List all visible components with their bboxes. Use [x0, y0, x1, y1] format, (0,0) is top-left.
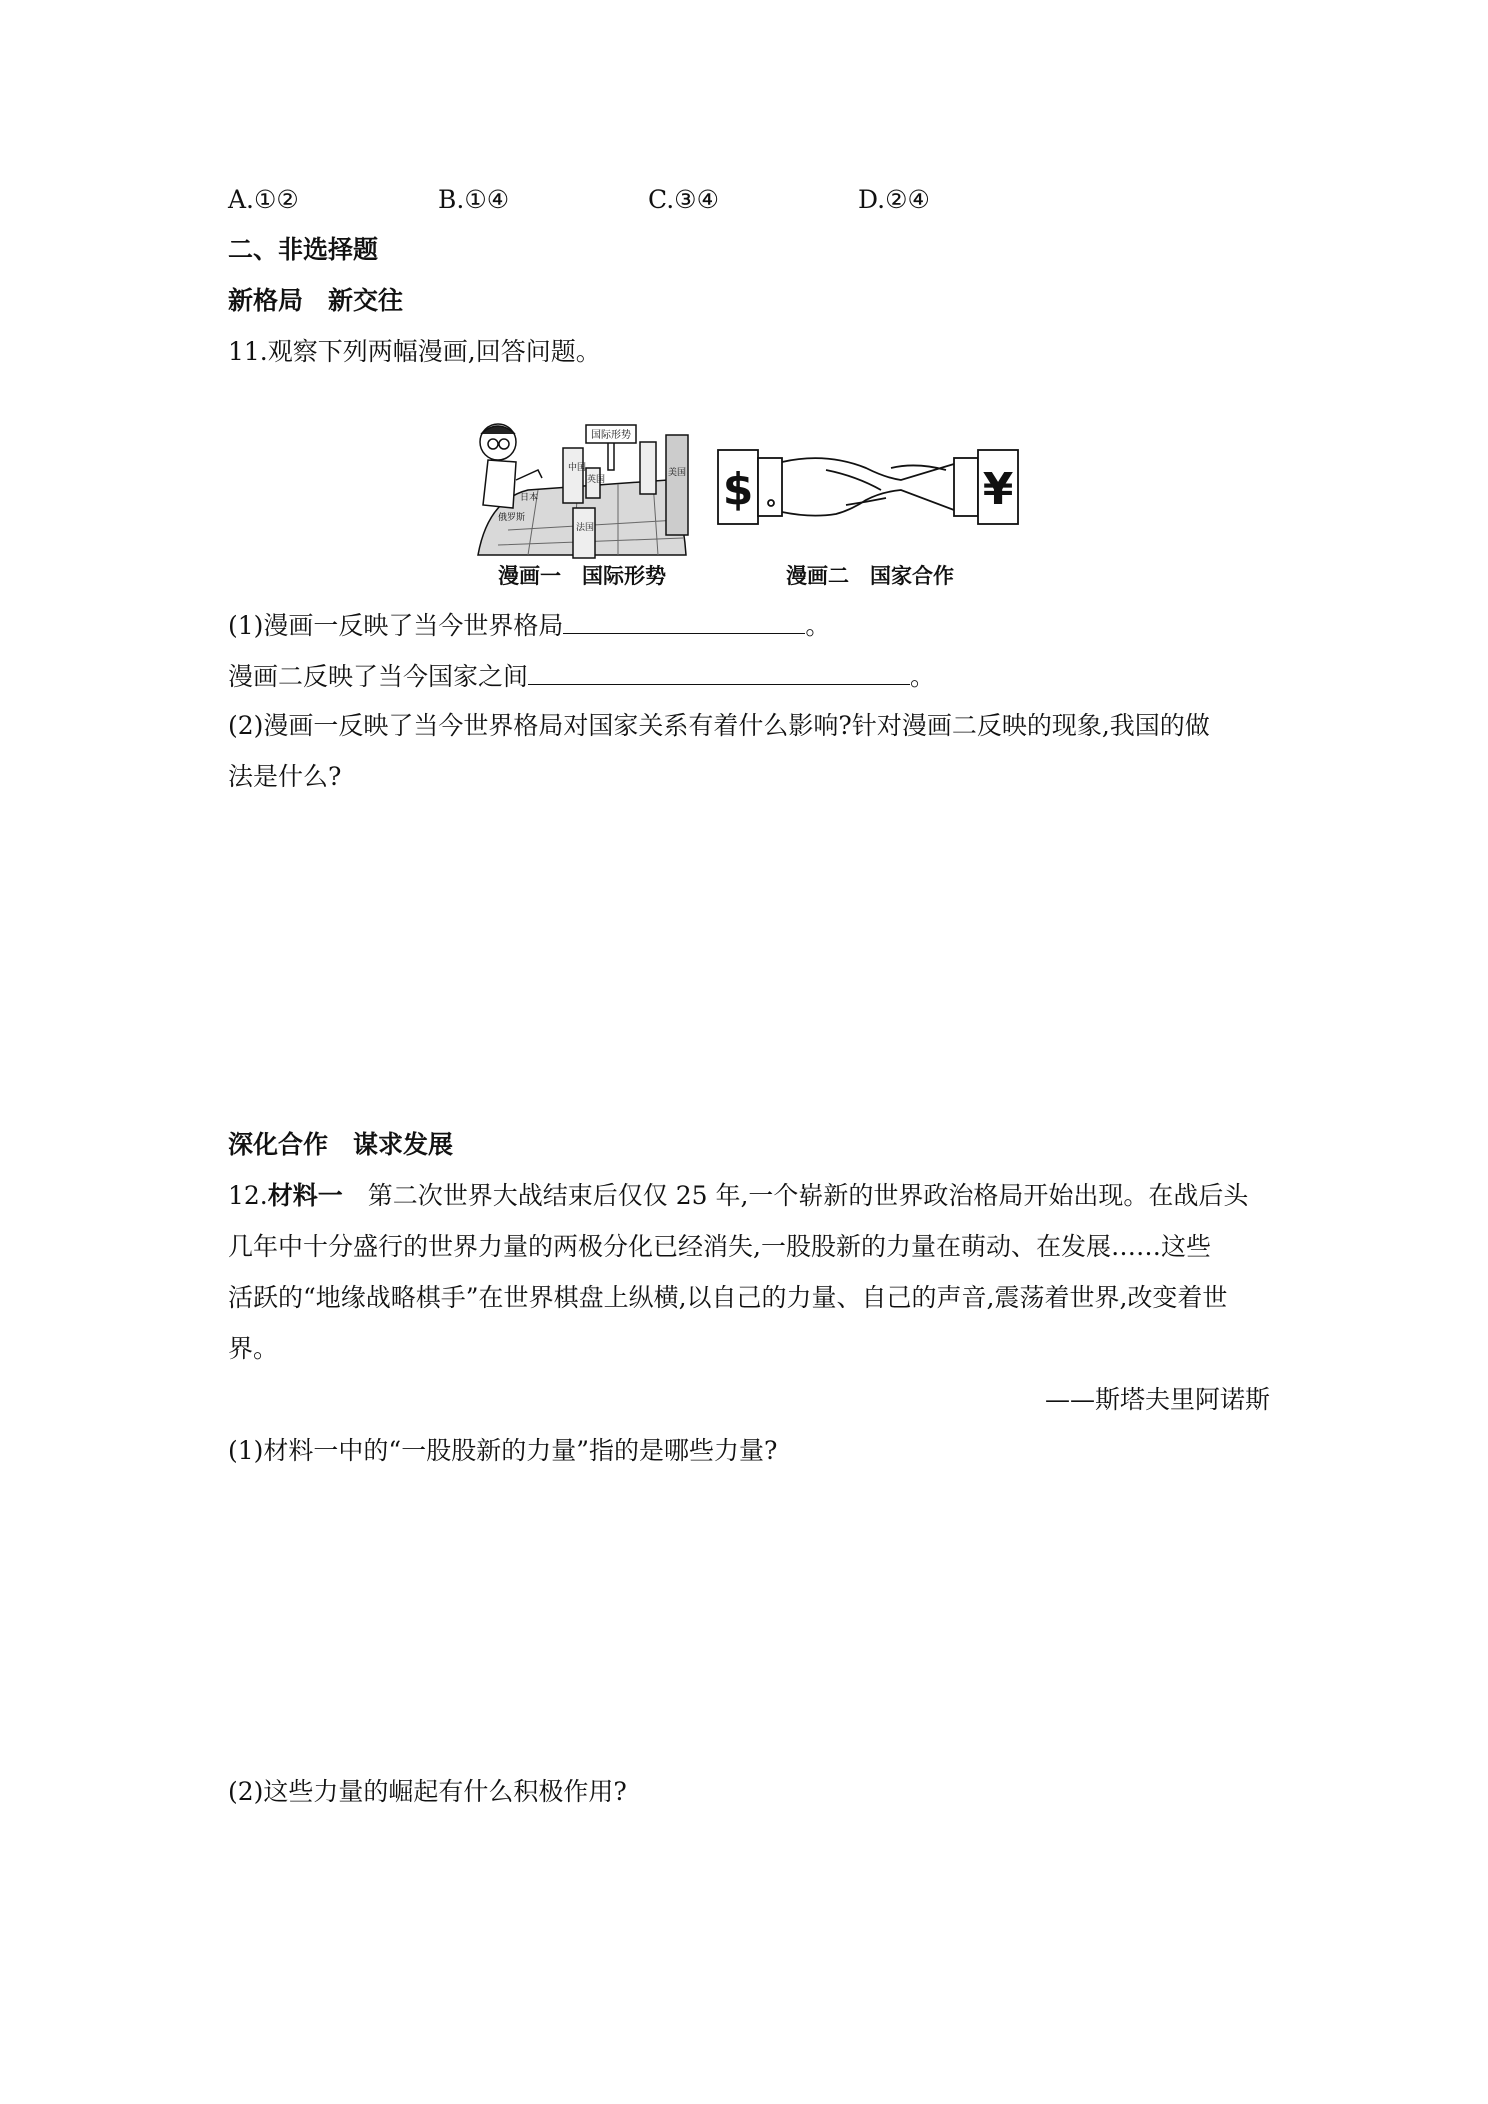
cartoon-1-sign: 国际形势 — [591, 430, 631, 441]
cartoon-1-block-label: 法国 — [576, 523, 595, 533]
option-a: A.①② — [228, 185, 299, 214]
question-11-part-1b: 漫画二反映了当今国家之间 。 — [228, 658, 935, 694]
subsection-heading-1: 新格局 新交往 — [228, 286, 404, 315]
question-11-part-2-line-1: (2)漫画一反映了当今世界格局对国家关系有着什么影响?针对漫画二反映的现象,我国的做 — [228, 711, 1210, 740]
cartoon-2-illustration — [716, 440, 1020, 530]
cartoon-1-block-label: 俄罗斯 — [498, 513, 526, 523]
option-c: C.③④ — [648, 185, 720, 214]
cartoon-1-block-label: 英国 — [587, 475, 606, 485]
cartoon-1-block-label: 美国 — [668, 468, 687, 478]
cartoon-1-block-label: 日本 — [520, 493, 539, 503]
question-12-line-2: 几年中十分盛行的世界力量的两极分化已经消失,一股股新的力量在萌动、在发展……这些 — [228, 1232, 1211, 1261]
section-heading: 二、非选择题 — [228, 235, 379, 264]
option-d: D.②④ — [858, 185, 930, 214]
cartoon-1-illustration — [468, 420, 690, 560]
answer-blank-1[interactable] — [563, 607, 805, 634]
dollar-symbol: $ — [722, 464, 754, 515]
answer-blank-2[interactable] — [528, 658, 910, 685]
question-11-stem: 11.观察下列两幅漫画,回答问题。 — [228, 337, 601, 366]
cartoon-2-caption: 漫画二 国家合作 — [786, 564, 954, 588]
question-12-part-1: (1)材料一中的“一股股新的力量”指的是哪些力量? — [228, 1436, 778, 1465]
cartoon-1-block-label: 中国 — [568, 463, 587, 473]
subsection-heading-2: 深化合作 谋求发展 — [228, 1130, 454, 1159]
question-11-part-2-line-2: 法是什么? — [228, 762, 342, 791]
cartoon-1-caption: 漫画一 国际形势 — [498, 564, 666, 588]
material-source: ——斯塔夫里阿诺斯 — [1044, 1385, 1270, 1414]
question-12-line-4: 界。 — [228, 1334, 279, 1363]
question-12-part-2: (2)这些力量的崛起有什么积极作用? — [228, 1777, 627, 1806]
yen-symbol: ¥ — [982, 464, 1014, 515]
question-12-line-3: 活跃的“地缘战略棋手”在世界棋盘上纵横,以自己的力量、自己的声音,震荡着世界,改变着世 — [228, 1283, 1228, 1312]
question-11-part-1a: (1)漫画一反映了当今世界格局 。 — [228, 607, 830, 643]
option-b: B.①④ — [438, 185, 510, 214]
question-12-line-1: 12.材料一 第二次世界大战结束后仅仅 25 年,一个崭新的世界政治格局开始出现。在战后头 — [228, 1181, 1249, 1210]
